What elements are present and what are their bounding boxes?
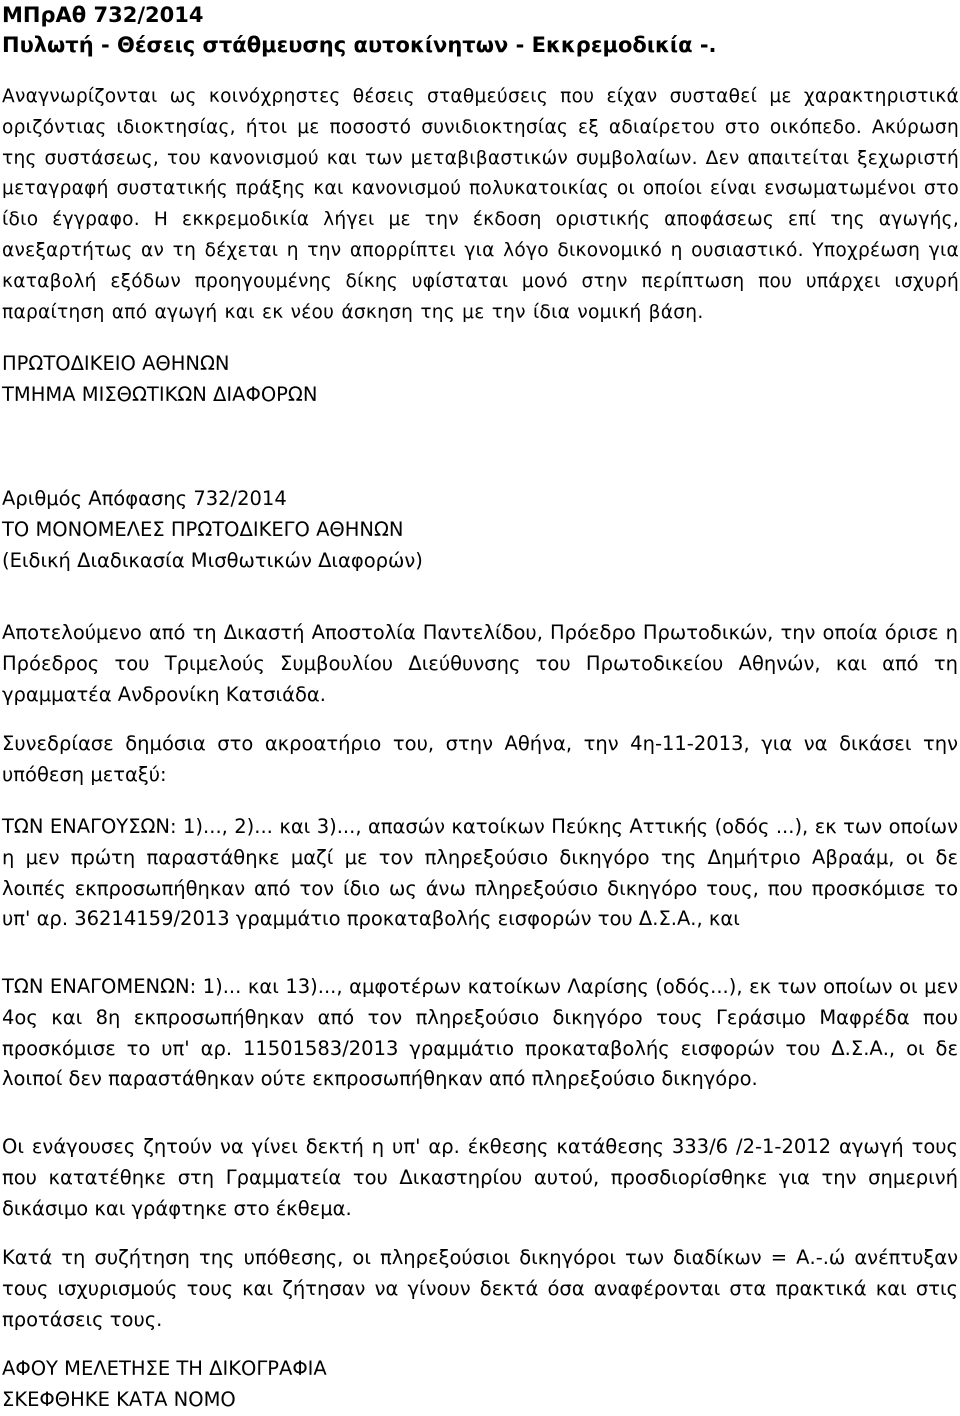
decision-block xyxy=(2,484,958,576)
request-paragraph: Οι ενάγουσες ζητούν να γίνει δεκτή η υπ' αρ. έκθεσης κατάθεσης 333/6 /2-1-2012 αγωγή τους που κατατέθηκε στη Γραμματεία του Δικαστηρίου αυτού, προσδιορίσθηκε για την σημερινή δικάσιμο και γράφτηκε στο έκθεμα. xyxy=(2,1135,958,1220)
plaintiffs-paragraph: ΤΩΝ ΕΝΑΓΟΥΣΩΝ: 1)..., 2)... και 3)..., απασών κατοίκων Πεύκης Αττικής (οδός ...), εκ των οποίων η μεν πρώτη παραστάθηκε μαζί με τον πληρεξούσιο δικηγόρο της Δημήτριο Αβραάμ, οι δε λοιπές εκπροσωπήθηκαν από τον ίδιο ως άνω πληρεξούσιο δικηγόρο τους, που προσκόμισε το υπ' αρ. 36214159/2013 γραμμάτιο προκαταβολής εισφορών του Δ.Σ.Α., και xyxy=(2,815,958,931)
composition-paragraph: Αποτελούμενο από τη Δικαστή Αποστολία Παντελίδου, Πρόεδρο Πρωτοδικών, την οποία όρισε η Πρόεδρος του Τριμελούς Συμβουλίου Διεύθυνσης του Πρωτοδικείου Αθηνών, και από τη γραμματέα Ανδρονίκη Κατσιάδα. xyxy=(2,621,958,706)
court-name: ΠΡΩΤΟΔΙΚΕΙΟ ΑΘΗΝΩΝ xyxy=(2,352,230,375)
court-title: ΤΟ ΜΟΝΟΜΕΛΕΣ ΠΡΩΤΟΔΙΚΕΓΟ ΑΘΗΝΩΝ xyxy=(2,517,404,541)
defendants-paragraph: ΤΩΝ ΕΝΑΓΟΜΕΝΩΝ: 1)... και 13)..., αμφοτέρων κατοίκων Λαρίσης (οδός...), εκ των οποίων οι μεν 4ος και 8η εκπροσωπήθηκαν από τον πληρεξούσιο δικηγόρο τους Γεράσιμο Μαφρέδα που προσκόμισε το υπ' αρ. 11501583/2013 γραμμάτιο προκαταβολής εισφορών του Δ.Σ.Α., οι δε λοιποί δεν παραστάθηκαν ούτε εκπροσωπήθηκαν από πληρεξούσιο δικηγόρο. xyxy=(2,975,958,1091)
procedure-type: (Ειδική Διαδικασία Μισθωτικών Διαφορών) xyxy=(2,548,423,572)
session-paragraph: Συνεδρίασε δημόσια στο ακροατήριο του, στην Αθήνα, την 4η-11-2013, για να δικάσει την υπόθεση μεταξύ: xyxy=(2,732,958,786)
closing-line-1: ΑΦΟΥ ΜΕΛΕΤΗΣΕ ΤΗ ΔΙΚΟΓΡΑΦΙΑ xyxy=(2,1357,327,1380)
decision-reference: ΜΠρΑθ 732/2014 xyxy=(2,3,204,27)
closing-block xyxy=(2,1354,958,1416)
summary-paragraph: Αναγνωρίζονται ως κοινόχρηστες θέσεις σταθμεύσεις που είχαν συσταθεί με χαρακτηριστικά οριζόντιας ιδιοκτησίας, ήτοι με ποσοστό συνιδιοκτησίας εξ αδιαίρετου στο οικόπεδο. Ακύρωση της συστάσεως, του κανονισμού και των μεταβιβαστικών συμβολαίων. Δεν απαιτείται ξεχωριστή μεταγραφή συστατικής πράξης και κανονισμού πολυκατοικίας οι οποίοι είναι ενσωματωμένοι στο ίδιο έγγραφο. Η εκκρεμοδικία λήγει με την έκδοση οριστικής αποφάσεως επί της αγωγής, ανεξαρτήτως αν τη δέχεται η την απορρίπτει για λόγο δικονομικό η ουσιαστικό. Υποχρέωση για καταβολή εξόδων προηγουμένης δίκης υφίσταται μονό στην περίπτωση που υπάρχει ισχυρή παραίτηση από αγωγή και εκ νέου άσκηση της με την ίδια νομική βάση. xyxy=(2,86,959,323)
decision-subject: Πυλωτή - Θέσεις στάθμευσης αυτοκίνητων - Εκκρεμοδικία -. xyxy=(2,33,717,57)
court-department: ΤΜΗΜΑ ΜΙΣΘΩΤΙΚΩΝ ΔΙΑΦΟΡΩΝ xyxy=(2,382,318,406)
closing-line-2: ΣΚΕΦΘΗΚΕ ΚΑΤΑ ΝΟΜΟ xyxy=(2,1387,236,1411)
document-header xyxy=(2,0,952,60)
decision-number: Αριθμός Απόφασης 732/2014 xyxy=(2,487,287,510)
court-block xyxy=(2,349,958,411)
hearing-paragraph: Κατά τη συζήτηση της υπόθεσης, οι πληρεξούσιοι δικηγόροι των διαδίκων = Α.-.ώ ανέπτυξαν τους ισχυρισμούς τους και ζήτησαν να γίνουν δεκτά όσα αναφέρονται στα πρακτικά και στις προτάσεις τους. xyxy=(2,1246,958,1331)
